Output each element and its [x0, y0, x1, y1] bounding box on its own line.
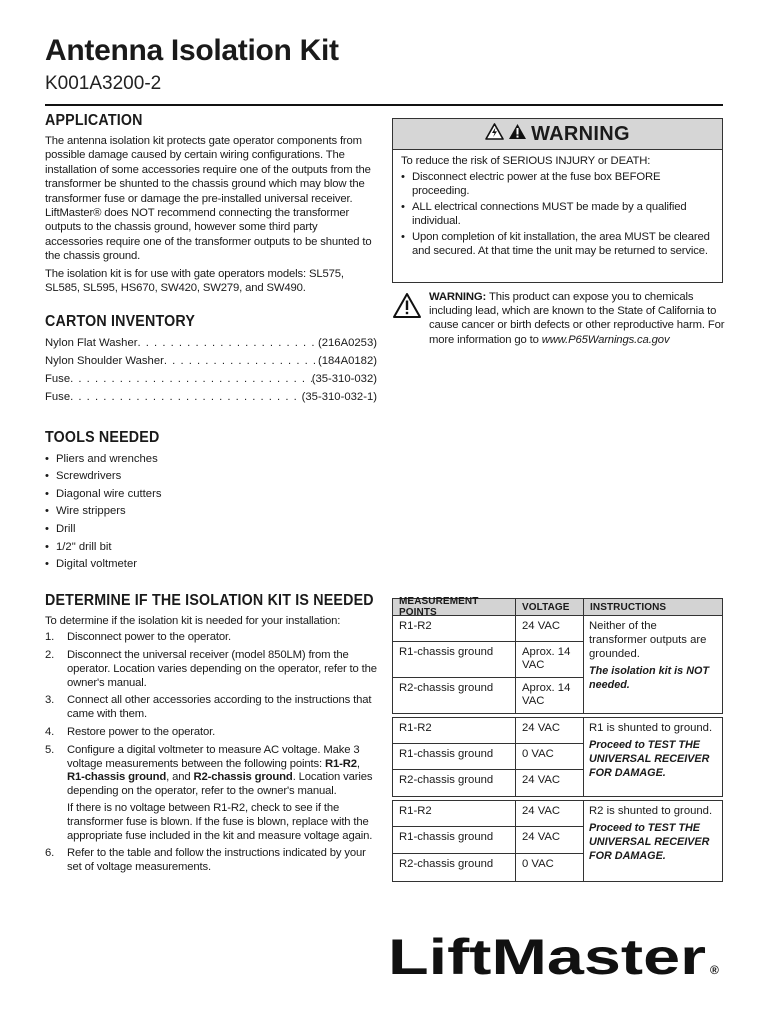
measurement-point: R2-chassis ground — [393, 854, 516, 881]
tool-item: • Screwdrivers — [45, 468, 377, 486]
inventory-item-part: (35-310-032) — [311, 373, 377, 386]
instruction-emphasis: Proceed to TEST THE UNIVERSAL RECEIVER FOR DAMAGE. — [589, 822, 710, 862]
left-column — [45, 112, 377, 879]
step-subnote: If there is no voltage between R1-R2, check to see if the transformer fuse is blown. If the fuse is blown, replace with the appropriate fuse included in the kit and measure voltage again. — [67, 801, 373, 842]
step-text: Disconnect power to the operator. — [67, 631, 231, 644]
warning-bullets — [401, 170, 714, 258]
page-title: Antenna Isolation Kit — [45, 34, 339, 67]
prop65-label: WARNING: — [429, 291, 487, 303]
step-item — [45, 744, 377, 844]
step-bold-term: R1-R2 — [324, 757, 357, 770]
registered-mark: ® — [710, 963, 719, 977]
table-row — [393, 616, 583, 642]
step-text: , and — [166, 771, 194, 784]
step-text: , — [356, 757, 360, 770]
measurement-point: R1-R2 — [393, 718, 516, 743]
warning-bullet: • Disconnect electric power at the fuse box BEFORE proceeding. — [401, 170, 714, 198]
inventory-item — [45, 371, 377, 389]
step-number: 5. — [45, 743, 55, 756]
column-header: INSTRUCTIONS — [590, 601, 667, 613]
carton-inventory-heading: CARTON INVENTORY — [45, 313, 196, 331]
table-row — [393, 678, 583, 713]
warning-header — [393, 119, 722, 150]
tools-needed-heading: TOOLS NEEDED — [45, 428, 160, 446]
inventory-item-part: (35-310-032-1) — [301, 390, 377, 403]
warning-title: WARNING — [531, 122, 630, 145]
instruction-emphasis: Proceed to TEST THE UNIVERSAL RECEIVER FOR DAMAGE. — [589, 739, 710, 779]
step-number: 4. — [45, 726, 55, 738]
instruction-text: Neither of the transformer outputs are grounded. — [589, 620, 707, 660]
voltage-value: 24 VAC — [522, 831, 561, 843]
measurement-point: R1-R2 — [393, 616, 516, 641]
prop65-warning — [392, 290, 727, 347]
logo-wordmark: LiftMaster — [388, 929, 706, 982]
caution-icon — [508, 123, 527, 145]
step-item — [45, 649, 377, 690]
table-row — [393, 770, 583, 796]
shock-hazard-icon — [485, 123, 504, 145]
determine-section — [45, 592, 377, 875]
step-text: Refer to the table and follow the instructions indicated by your set of voltage measurements. — [67, 847, 366, 874]
instruction-cell — [584, 616, 722, 713]
instruction-cell — [584, 718, 722, 796]
steps-list — [45, 631, 377, 875]
table-group — [392, 717, 723, 797]
step-item — [45, 631, 377, 645]
measurement-point: R1-chassis ground — [393, 744, 516, 769]
inventory-item-part: (216A0253) — [317, 337, 377, 350]
voltage-value: 24 VAC — [522, 805, 561, 817]
table-row — [393, 827, 583, 854]
step-text: Connect all other accessories according to the instructions that came with them. — [67, 694, 372, 721]
inventory-item-name: Nylon Flat Washer — [45, 337, 138, 350]
inventory-item — [45, 335, 377, 353]
determine-intro: To determine if the isolation kit is needed for your installation: — [45, 614, 341, 627]
step-number: 2. — [45, 649, 55, 662]
instruction-emphasis: The isolation kit is NOT needed. — [589, 665, 709, 691]
table-header-row — [392, 598, 723, 616]
measurement-point: R1-R2 — [393, 801, 516, 826]
tools-needed-section — [45, 429, 377, 574]
table-row — [393, 642, 583, 678]
measurement-point: R2-chassis ground — [393, 770, 516, 796]
table-row — [393, 801, 583, 827]
application-heading: APPLICATION — [45, 112, 143, 129]
warning-triangle-icon — [392, 292, 422, 347]
measurement-point: R1-chassis ground — [393, 827, 516, 853]
tool-item: • Wire strippers — [45, 503, 377, 521]
step-number: 1. — [45, 631, 55, 644]
inventory-item — [45, 389, 377, 407]
tool-item: • 1/2" drill bit — [45, 539, 377, 557]
step-item — [45, 694, 377, 722]
warning-box — [392, 118, 723, 283]
title-divider — [45, 104, 723, 106]
tool-item: • Digital voltmeter — [45, 556, 377, 574]
step-text: . Location varies depending on the operator, refer to the owner's manual. — [67, 771, 373, 798]
warning-bullet: • ALL electrical connections MUST be made by a qualified individual. — [401, 200, 714, 228]
step-text: Configure a digital voltmeter to measure AC voltage. Make 3 voltage measurements between the following points: — [67, 743, 360, 770]
table-row — [393, 744, 583, 770]
inventory-item-part: (184A0182) — [317, 355, 377, 368]
tool-item: • Drill — [45, 521, 377, 539]
warning-body — [393, 150, 722, 258]
application-paragraph-2: The isolation kit is for use with gate operators models: SL575, SL585, SL595, HS670, SW420, SW279, and SW490. — [45, 267, 344, 295]
table-row — [393, 854, 583, 881]
table-group — [392, 616, 723, 714]
voltage-value: Aprox. 14 VAC — [522, 646, 571, 671]
warning-bullet: • Upon completion of kit installation, the area MUST be cleared and secured. At that time the unit may be returned to service. — [401, 230, 714, 258]
inventory-item-name: Nylon Shoulder Washer — [45, 355, 164, 368]
tools-list — [45, 451, 377, 574]
part-number: K001A3200-2 — [45, 73, 162, 94]
voltage-value: Aprox. 14 VAC — [522, 682, 571, 707]
step-text: Disconnect the universal receiver (model 850LM) from the operator. Location varies depending on the operator, refer to the owner's manual. — [67, 649, 377, 689]
step-number: 3. — [45, 694, 55, 707]
prop65-body: This product can expose you to chemicals including lead, which are known to the State of California to cause cancer or birth defects or other reproductive harm. For more information go to — [429, 291, 725, 346]
table-group — [392, 800, 723, 882]
instruction-text: R2 is shunted to ground. — [589, 805, 713, 817]
step-bold-term: R2-chassis ground — [193, 771, 293, 784]
step-text: Restore power to the operator. — [67, 726, 216, 738]
warning-intro: To reduce the risk of SERIOUS INJURY or DEATH: — [401, 155, 651, 167]
measurement-point: R1-chassis ground — [393, 642, 516, 677]
column-header: VOLTAGE — [516, 599, 584, 615]
voltage-value: 0 VAC — [522, 858, 554, 870]
inventory-item-name: Fuse — [45, 373, 71, 386]
table-row — [393, 718, 583, 744]
instruction-cell — [584, 801, 722, 881]
voltage-value: 24 VAC — [522, 722, 561, 734]
prop65-link[interactable]: www.P65Warnings.ca.gov — [541, 333, 670, 346]
measurement-point: R2-chassis ground — [393, 678, 516, 713]
application-section — [45, 112, 377, 295]
measurement-table — [392, 598, 723, 882]
tool-item: • Pliers and wrenches — [45, 451, 377, 469]
inventory-item-name: Fuse — [45, 390, 71, 403]
carton-inventory-section — [45, 313, 377, 406]
step-bold-term: R1-chassis ground — [67, 771, 167, 784]
application-paragraph-1: The antenna isolation kit protects gate operator components from possible damage caused by certain wiring configurations. The installation of some accessories require one of the outputs from the transformer be shunted to the chassis ground which may blow the transformer fuse or damage the pre-installed universal receiver. LiftMaster® does NOT recommend connecting the transformer outputs to the chassis ground, however some third party accessories require one of the transformer outputs to be shunted to the chassis ground. — [45, 135, 372, 263]
determine-heading: DETERMINE IF THE ISOLATION KIT IS NEEDED — [45, 591, 374, 609]
liftmaster-logo — [388, 926, 724, 982]
step-number: 6. — [45, 847, 55, 860]
voltage-value: 24 VAC — [522, 620, 561, 632]
step-item — [45, 847, 377, 875]
column-header: MEASUREMENT POINTS — [393, 599, 516, 615]
voltage-value: 0 VAC — [522, 748, 554, 760]
instruction-text: R1 is shunted to ground. — [589, 722, 713, 734]
prop65-text — [422, 290, 727, 347]
inventory-item — [45, 353, 377, 371]
tool-item: • Diagonal wire cutters — [45, 486, 377, 504]
voltage-value: 24 VAC — [522, 774, 561, 786]
step-item — [45, 726, 377, 740]
